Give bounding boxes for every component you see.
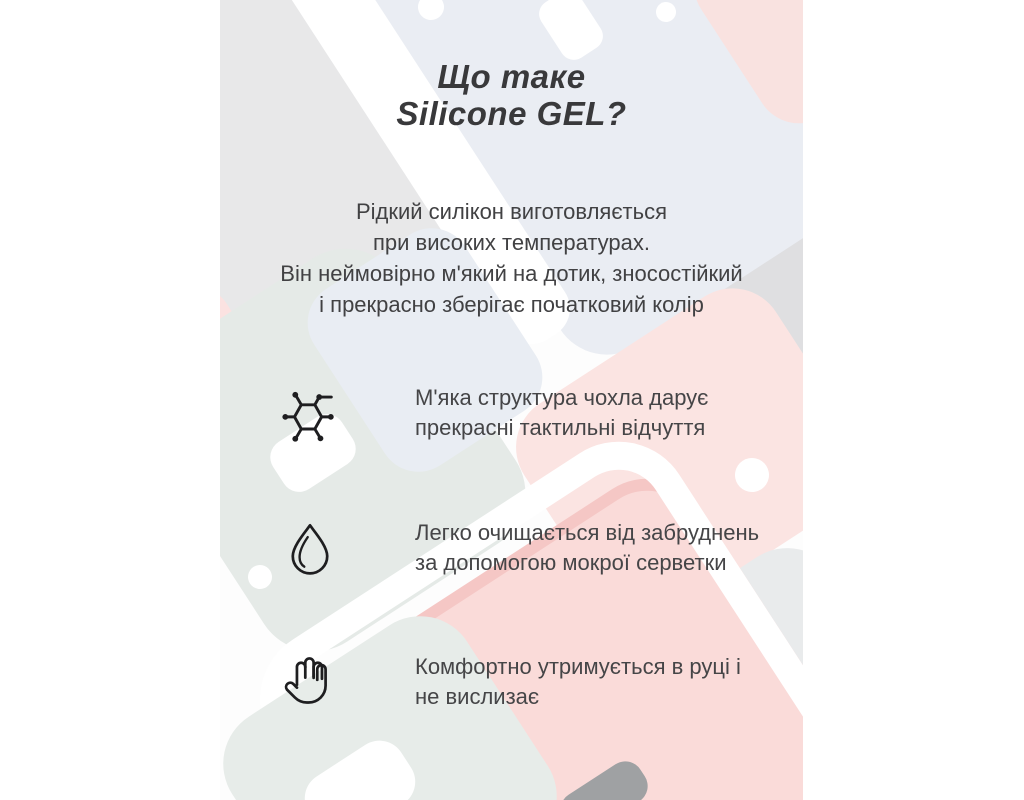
feature-text-line: за допомогою мокрої серветки (415, 550, 727, 575)
intro-line: при високих температурах. (372, 230, 651, 255)
feature-soft-structure (278, 370, 795, 456)
intro-paragraph (220, 196, 803, 320)
intro-line: Рідкий силікон виготовляється (355, 199, 668, 224)
silicone-gel-infographic (220, 0, 803, 800)
feature-text-line: не вислизає (415, 684, 540, 709)
feature-text-line: Комфортно утримується в руці і (415, 654, 741, 679)
title-line-2: Silicone GEL? (396, 95, 627, 132)
molecule-icon (278, 381, 342, 445)
feature-text (415, 518, 759, 578)
intro-line: Він неймовірно м'який на дотик, зносостійкий (280, 261, 743, 286)
water-drop-icon (278, 516, 342, 580)
page-title (220, 58, 803, 132)
feature-text (415, 383, 708, 443)
feature-text-line: М'яка структура чохла дарує (415, 385, 709, 410)
feature-comfort-grip (278, 639, 795, 725)
hand-icon (278, 650, 342, 714)
intro-line: і прекрасно зберігає початковий колір (319, 292, 704, 317)
title-line-1: Що таке (437, 58, 586, 95)
feature-easy-clean (278, 505, 795, 591)
feature-text-line: прекрасні тактильні відчуття (415, 415, 706, 440)
feature-text-line: Легко очищається від забруднень (415, 520, 760, 545)
feature-text (415, 652, 741, 712)
